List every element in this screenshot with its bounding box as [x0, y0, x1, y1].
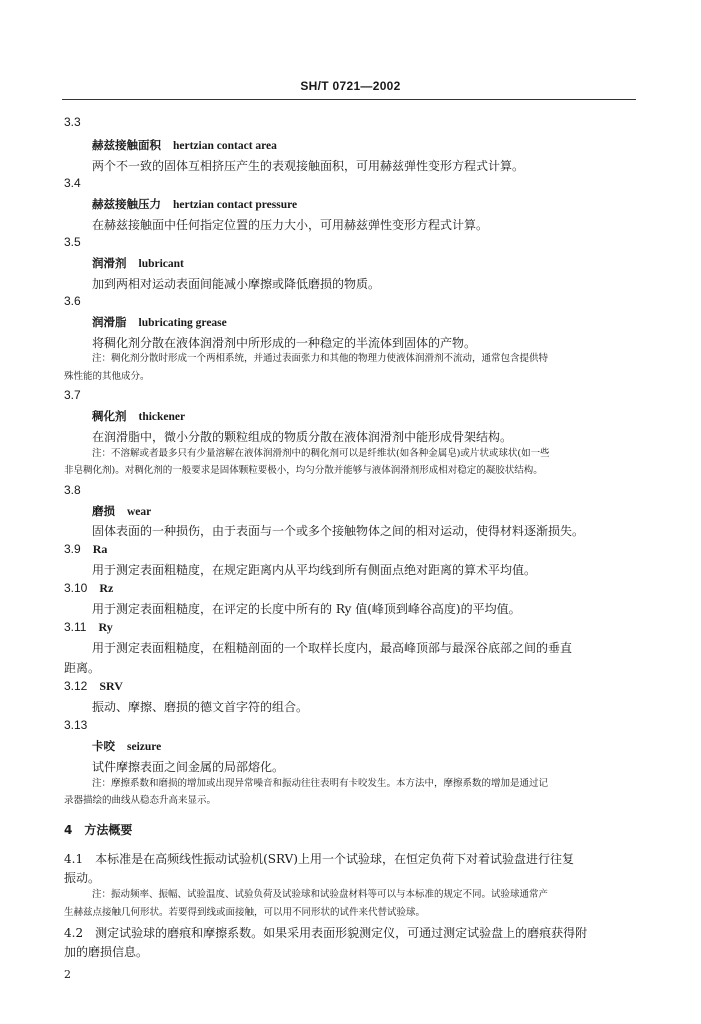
line-text: 卡咬 [92, 739, 115, 753]
english-term: hertzian contact pressure [173, 199, 298, 211]
text-line [64, 927, 587, 939]
term-heading [92, 140, 277, 153]
clause-number [64, 177, 81, 189]
line-text: 3.13 [64, 718, 88, 732]
english-term: lubricant [138, 258, 184, 270]
line-text: 两个不一致的固体互相挤压产生的表观接触面积，可用赫兹弹性变形方程式计算。 [92, 159, 525, 173]
line-text: 稠化剂 [92, 409, 127, 423]
line-text: 将稠化剂分散在液体润滑剂中所形成的一种稳定的半流体到固体的产物。 [92, 336, 477, 350]
term-heading [92, 506, 151, 519]
term-heading [92, 317, 227, 330]
line-text: 注：摩擦系数和磨损的增加或出现异常噪音和振动往往表明有卡咬发生。本方法中，摩擦系数的增加是通过记 [92, 778, 549, 789]
line-text: 振动。 [64, 871, 101, 885]
clause-number [64, 295, 81, 307]
line-text: 在润滑脂中，微小分散的颗粒组成的物质分散在液体润滑剂中能形成骨架结构。 [92, 430, 513, 444]
line-text: 用于测定表面粗糙度，在粗糙剖面的一个取样长度内，最高峰顶部与最深谷底部之间的垂直 [92, 641, 573, 655]
text-line [92, 642, 572, 654]
line-text: 3.7 [64, 388, 81, 402]
clause-number [64, 621, 113, 633]
clause-number [64, 582, 113, 594]
line-text: 试件摩擦表面之间金属的局部熔化。 [92, 760, 285, 774]
clause-number [64, 236, 81, 248]
line-text: 加到两相对运动表面间能减小摩擦或降低磨损的物质。 [92, 277, 381, 291]
text-line [92, 564, 536, 576]
english-term: Ry [98, 620, 113, 634]
text-line [64, 662, 100, 674]
line-text: 3.5 [64, 235, 81, 249]
term-heading [92, 741, 161, 754]
line-text: 3.6 [64, 294, 81, 308]
line-text: 4 方法概要 [64, 823, 133, 837]
line-text: 用于测定表面粗糙度，在规定距离内从平均线到所有侧面点绝对距离的算术平均值。 [92, 563, 537, 577]
line-text: 固体表面的一种损伤，由于表面与一个或多个接触物体之间的相对运动，使得材料逐渐损失。 [92, 524, 585, 538]
line-text: 在赫兹接触面中任何指定位置的压力大小，可用赫兹弹性变形方程式计算。 [92, 218, 489, 232]
line-text: 非皂稠化剂)。对稠化剂的一般要求是固体颗粒要极小，均匀分散并能够与液体润滑剂形成相对稳定的凝胶状结构。 [64, 465, 543, 476]
line-text: 润滑剂 [92, 256, 127, 270]
line-text: 振动、摩擦、磨损的德文首字符的组合。 [92, 700, 309, 714]
text-line [64, 853, 574, 865]
line-text: 3.10 [64, 581, 88, 595]
text-line [92, 603, 521, 615]
text-line [92, 219, 488, 231]
note-line [92, 449, 550, 459]
note-line [92, 890, 548, 900]
text-line [92, 160, 524, 172]
english-term: Rz [99, 581, 114, 595]
line-text: 注：稠化剂分散时形成一个两相系统，并通过表面张力和其他的物理力使液体润滑剂不流动，通常包含提供特 [92, 353, 549, 364]
note-line [92, 354, 548, 364]
note-line [64, 466, 543, 476]
english-term: Ra [92, 542, 108, 556]
line-text: 距离。 [64, 661, 101, 675]
line-text: 殊性能的其他成分。 [64, 371, 150, 382]
line-text: 3.11 [64, 620, 87, 634]
line-text: 3.8 [64, 483, 81, 497]
english-term: lubricating grease [138, 317, 227, 329]
note-line [92, 779, 548, 789]
term-heading [92, 199, 297, 212]
text-line [92, 278, 380, 290]
line-text: 4.1 本标准是在高频线性振动试验机(SRV)上用一个试验球，在恒定负荷下对着试验盘进行往复 [64, 852, 574, 866]
line-text: 4.2 测定试验球的磨痕和摩擦系数。如果采用表面形貌测定仪，可通过测定试验盘上的磨痕获得附 [64, 926, 588, 940]
english-term: SRV [99, 679, 123, 693]
line-text: 加的磨损信息。 [64, 945, 149, 959]
text-line [92, 431, 512, 443]
line-text: 注：不溶解或者最多只有少量溶解在液体润滑剂中的稠化剂可以是纤维状(如各种金属皂)或片状或球状(如一些 [92, 448, 550, 459]
clause-number [64, 680, 123, 692]
english-term: seizure [127, 741, 162, 753]
page-header: SH/T 0721—2002 [300, 79, 401, 93]
clause-number [64, 389, 81, 401]
line-text: 3.9 [64, 542, 81, 556]
term-heading [92, 258, 184, 271]
line-text: 磨损 [92, 504, 115, 518]
term-heading [92, 411, 185, 424]
clause-number [64, 543, 107, 555]
page-number: 2 [64, 968, 71, 981]
line-text: 用于测定表面粗糙度，在评定的长度中所有的 Ry 值(峰顶到峰谷高度)的平均值。 [92, 602, 521, 616]
english-term: wear [127, 506, 152, 518]
clause-number [64, 719, 87, 731]
text-line [92, 761, 284, 773]
clause-number [64, 484, 81, 496]
note-line [64, 796, 216, 806]
line-text: 录器描绘的曲线从稳态升高来显示。 [64, 795, 217, 806]
clause-number [64, 116, 81, 128]
line-text: 3.3 [64, 115, 81, 129]
note-line [64, 908, 425, 918]
section-heading [64, 824, 132, 836]
header-rule [62, 99, 636, 100]
note-line [64, 372, 150, 382]
line-text: 3.4 [64, 176, 81, 190]
line-text: 3.12 [64, 679, 88, 693]
english-term: thickener [138, 411, 186, 423]
text-line [92, 337, 476, 349]
line-text: 生赫兹点接触几何形状。若要得到线或面接触，可以用不同形状的试件来代替试验球。 [64, 907, 426, 918]
english-term: hertzian contact area [173, 140, 277, 152]
line-text: 润滑脂 [92, 315, 127, 329]
text-line [92, 701, 308, 713]
line-text: 赫兹接触面积 [92, 138, 161, 152]
text-line [92, 525, 584, 537]
line-text: 赫兹接触压力 [92, 197, 161, 211]
text-line [64, 946, 148, 958]
text-line [64, 872, 100, 884]
line-text: 注：振动频率、振幅、试验温度、试验负荷及试验球和试验盘材料等可以与本标准的规定不同。试验球通常产 [92, 889, 549, 900]
